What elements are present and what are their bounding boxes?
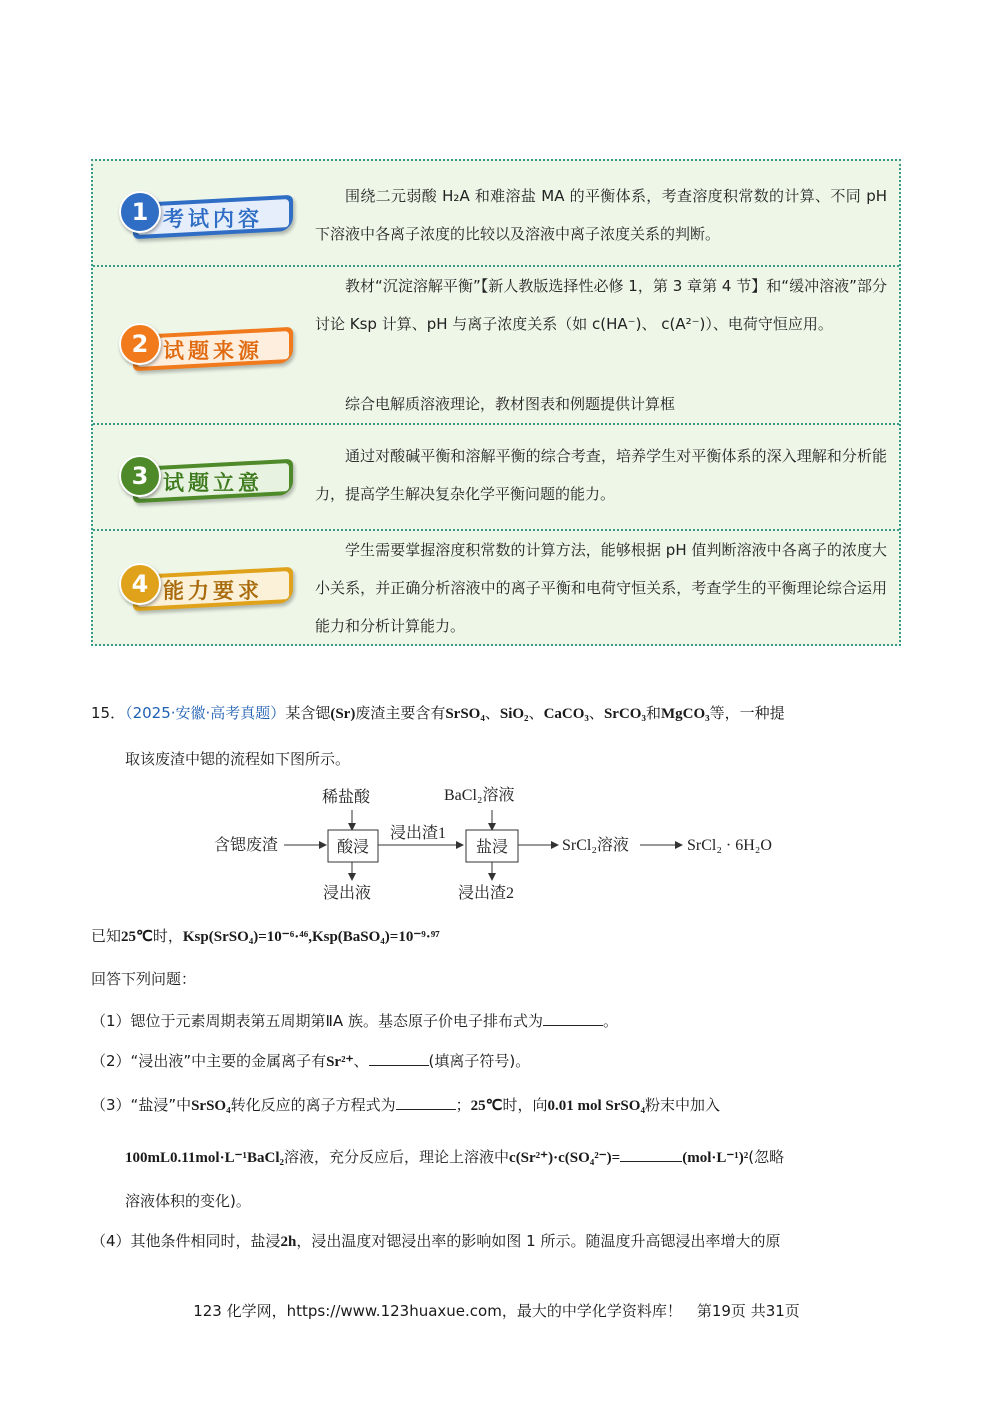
number-circle: 3 <box>119 455 161 497</box>
flow-reagent-bacl2: BaCl₂溶液 <box>444 787 515 804</box>
question-number: 15． <box>91 704 126 722</box>
info-text: 围绕二元弱酸 H₂A 和难溶盐 MA 的平衡体系，考查溶度积常数的计算、不同 pH 下溶液中各离子浓度的比较以及溶液中离子浓度关系的判断。 <box>315 187 887 243</box>
info-text: 学生需要掌握溶度积常数的计算方法，能够根据 pH 值判断溶液中各离子的浓度大小关系，并正确分析溶液中的离子平衡和电荷守恒关系，考查学生的平衡理论综合运用能力和分析计算能力。 <box>315 541 887 635</box>
flow-out-residue2: 浸出渣2 <box>458 885 515 902</box>
compound: CaCO₃ <box>543 706 589 722</box>
q1-end: 。 <box>602 1012 618 1030</box>
subquestion-3-line2 <box>125 1146 784 1167</box>
q2-text: （2）“浸出液”中主要的金属离子有 <box>91 1052 327 1070</box>
q3-temp: 25℃ <box>470 1098 503 1114</box>
compound: MgCO₃ <box>660 706 710 722</box>
subquestion-3-line3: 溶液体积的变化)。 <box>125 1192 251 1210</box>
q3-text: 溶液，充分反应后，理论上溶液中 <box>284 1148 510 1166</box>
compound: SrSO₄ <box>445 706 485 722</box>
stem-text: 废渣主要含有 <box>355 704 446 722</box>
ksp-srso4: Ksp(SrSO₄)=10⁻⁶·⁴⁶ <box>182 929 309 945</box>
q4-text: ，浸出温度对锶浸出率的影响如图 1 所示。随温度升高锶浸出率增大的原 <box>296 1232 781 1250</box>
flow-mid-residue1: 浸出渣1 <box>390 825 447 842</box>
answer-blank-3a[interactable] <box>396 1095 456 1110</box>
flow-product-solution: SrCl₂溶液 <box>562 837 629 854</box>
subquestion-2 <box>91 1050 530 1071</box>
q3-unit: (mol·L⁻¹)² <box>682 1150 749 1166</box>
q3-text: 时，向 <box>502 1096 548 1114</box>
q3-sep: ； <box>455 1096 471 1114</box>
info-row-ability <box>93 531 899 644</box>
q2-sep: 、 <box>353 1052 369 1070</box>
label-badge <box>111 313 301 373</box>
label-badge <box>111 553 301 613</box>
answer-blank-1[interactable] <box>543 1011 603 1026</box>
number-circle: 1 <box>119 191 161 233</box>
q3-text: (忽略 <box>748 1148 785 1166</box>
q4-time: 2h <box>280 1234 297 1250</box>
label-text: 试题来源 <box>163 339 263 363</box>
answer-blank-2[interactable] <box>369 1051 429 1066</box>
flow-product-crystal: SrCl₂ · 6H₂O <box>687 837 772 854</box>
compound: SiO₂ <box>499 706 529 722</box>
q3-compound: SrSO₄ <box>191 1098 231 1114</box>
question-stem-line2: 取该废渣中锶的流程如下图所示。 <box>125 750 351 768</box>
flow-reagent-hcl: 稀盐酸 <box>322 789 371 806</box>
known-temp: 25℃ <box>121 929 153 945</box>
info-text: 综合电解质溶液理论，教材图表和例题提供计算框 <box>345 395 676 413</box>
info-text: 通过对酸碱平衡和溶解平衡的综合考查，培养学生对平衡体系的深入理解和分析能力，提高学生解决复杂化学平衡问题的能力。 <box>315 447 887 503</box>
info-row-source <box>93 267 899 425</box>
q3-expression: c(Sr²⁺)·c(SO₄²⁻)= <box>509 1150 621 1166</box>
answer-blank-3b[interactable] <box>620 1147 682 1162</box>
label-text: 试题立意 <box>163 471 263 495</box>
flow-input-waste: 含锶废渣 <box>214 837 279 854</box>
info-box <box>91 159 901 646</box>
known-line <box>91 925 440 946</box>
question-stem-line1: 15．（2025·安徽·高考真题）某含锶(Sr)废渣主要含有SrSO₄、SiO₂、CaCO₃、SrCO₃和MgCO₃等，一种提 <box>91 704 785 722</box>
label-badge <box>111 445 301 505</box>
stem-text: 等，一种提 <box>709 704 785 722</box>
page-footer: 123 化学网，https://www.123huaxue.com，最大的中学化学资料库！ 第19页 共31页 <box>193 1302 800 1320</box>
flow-box-acid-leach-label: 酸浸 <box>337 839 370 856</box>
q3-text: 粉末中加入 <box>644 1096 720 1114</box>
number-circle: 2 <box>119 323 161 365</box>
flow-out-leachate: 浸出液 <box>323 885 372 902</box>
q3-text: （3）“盐浸”中 <box>91 1096 192 1114</box>
flow-box-salt-leach-label: 盐浸 <box>476 839 509 856</box>
info-row-intent <box>93 425 899 531</box>
ksp-sep: , <box>308 929 312 945</box>
answer-intro: 回答下列问题： <box>91 970 197 988</box>
subquestion-1 <box>91 1010 618 1031</box>
subquestion-3-line1 <box>91 1094 720 1115</box>
label-badge <box>111 181 301 241</box>
q3-text: 转化反应的离子方程式为 <box>230 1096 396 1114</box>
q1-text: （1）锶位于元素周期表第五周期第ⅡA 族。基态原子价电子排布式为 <box>91 1012 543 1030</box>
q3-amount: 0.01 mol SrSO₄ <box>547 1098 645 1114</box>
question-source: （2025·安徽·高考真题） <box>125 704 286 722</box>
q4-text: （4）其他条件相同时，盐浸 <box>91 1232 281 1250</box>
ksp-baso4: Ksp(BaSO₄)=10⁻⁹·⁹⁷ <box>311 929 440 945</box>
known-suffix: 时， <box>152 927 183 945</box>
subquestion-4 <box>91 1230 780 1251</box>
process-flow-diagram <box>200 780 800 908</box>
label-text: 考试内容 <box>163 207 263 231</box>
info-row-exam-content <box>93 161 899 267</box>
label-text: 能力要求 <box>163 579 263 603</box>
number-circle: 4 <box>119 563 161 605</box>
compound: SrCO₃ <box>603 706 646 722</box>
known-prefix: 已知 <box>91 927 122 945</box>
q2-ion: Sr²⁺ <box>326 1054 354 1070</box>
stem-text: 和 <box>645 704 661 722</box>
stem-symbol: (Sr) <box>330 706 356 722</box>
stem-text: 某含锶 <box>285 704 331 722</box>
q3-solution: 100mL0.11mol·L⁻¹BaCl₂ <box>125 1150 285 1166</box>
info-text: 教材“沉淀溶解平衡”【新人教版选择性必修 1，第 3 章第 4 节】和“缓冲溶液”部分讨论 Ksp 计算、pH 与离子浓度关系（如 c(HA⁻)、 c(A²⁻)）、电荷守恒应用。 <box>315 277 887 333</box>
q2-hint: (填离子符号)。 <box>428 1052 531 1070</box>
